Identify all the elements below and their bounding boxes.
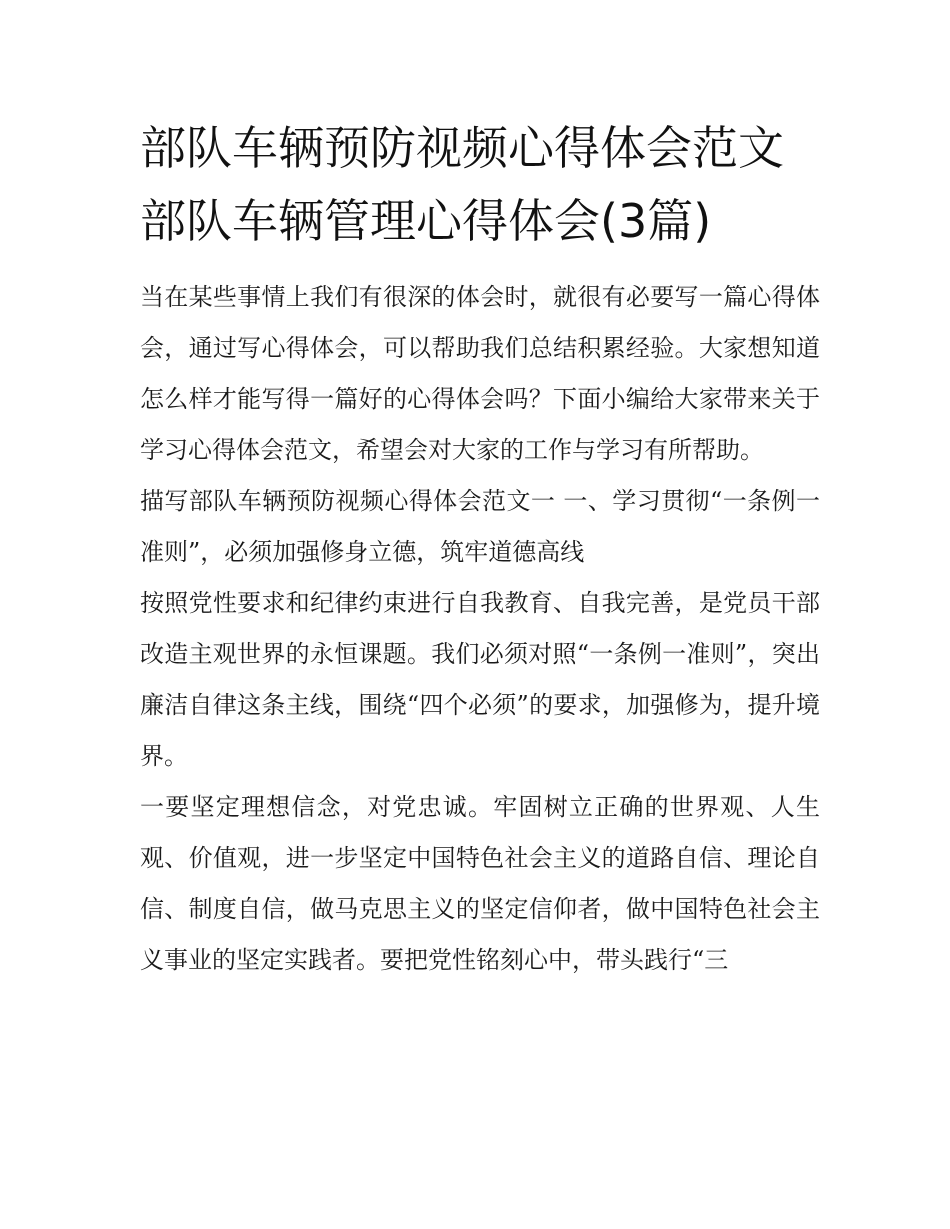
- paragraph-body-1: 按照党性要求和纪律约束进行自我教育、自我完善，是党员干部改造主观世界的永恒课题。我们必须对照“一条例一准则”，突出廉洁自律这条主线，围绕“四个必须”的要求，加强修为，提升境界。: [140, 589, 820, 770]
- paragraph-intro: 当在某些事情上我们有很深的体会时，就很有必要写一篇心得体会，通过写心得体会，可以帮助我们总结积累经验。大家想知道怎么样才能写得一篇好的心得体会吗？下面小编给大家带来关于学习心得体会范文，希望会对大家的工作与学习有所帮助。: [140, 283, 820, 464]
- title-block: [140, 112, 820, 258]
- paragraph-section-heading: 描写部队车辆预防视频心得体会范文一 一、学习贯彻“一条例一准则”，必须加强修身立德，筑牢道德高线: [140, 487, 820, 566]
- document-content: [140, 112, 820, 986]
- paragraph-body-2: 一要坚定理想信念，对党忠诚。牢固树立正确的世界观、人生观、价值观，进一步坚定中国特色社会主义的道路自信、理论自信、制度自信，做马克思主义的坚定信仰者，做中国特色社会主义事业的坚定实践者。要把党性铭刻心中，带头践行“三: [140, 793, 820, 974]
- document-title: 部队车辆预防视频心得体会范文 部队车辆管理心得体会(3篇): [140, 121, 784, 248]
